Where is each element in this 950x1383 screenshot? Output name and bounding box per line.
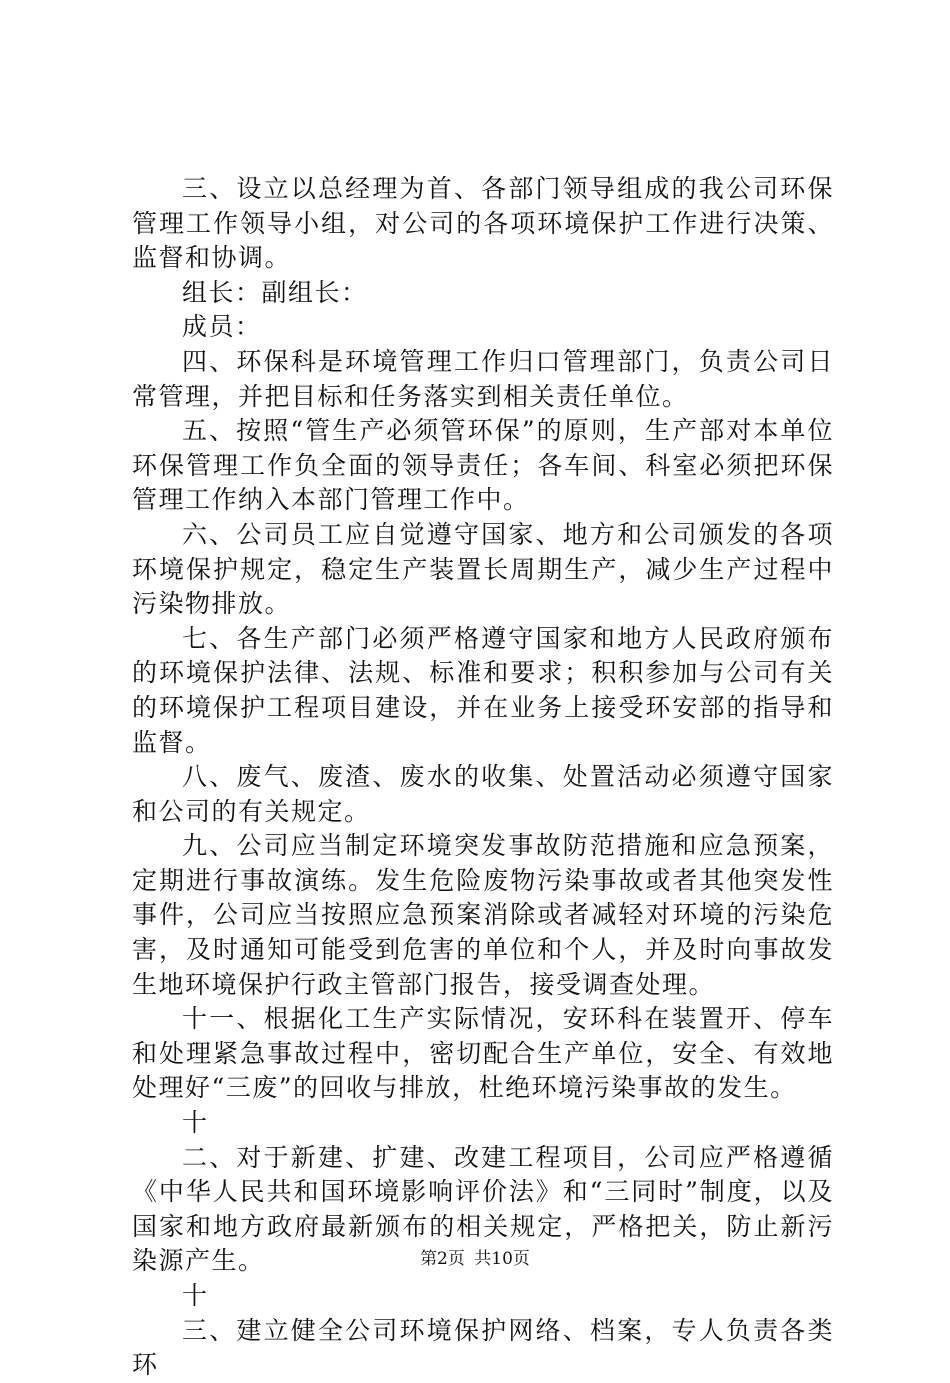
paragraph: 八、废气、废渣、废水的收集、处置活动必须遵守国家和公司的有关规定。 xyxy=(132,762,834,826)
document-body xyxy=(132,172,834,1383)
paragraph: 十 xyxy=(182,1108,209,1138)
paragraph: 二、对于新建、扩建、改建工程项目，公司应严格遵循《中华人民共和国环境影响评价法》和“三同时”制度，以及国家和地方政府最新颁布的相关规定，严格把关，防止新污染源产生。 xyxy=(132,1142,834,1276)
page-total: 共10页 xyxy=(474,1249,530,1269)
paragraph: 三、建立健全公司环境保护网络、档案，专人负责各类环 xyxy=(132,1315,834,1380)
paragraph: 十一、根据化工生产实际情况，安环科在装置开、停车和处理紧急事故过程中，密切配合生产单位，安全、有效地处理好“三废”的回收与排放，杜绝环境污染事故的发生。 xyxy=(132,1004,834,1103)
paragraph: 九、公司应当制定环境突发事故防范措施和应急预案，定期进行事故演练。发生危险废物污染事故或者其他突发性事件，公司应当按照应急预案消除或者减轻对环境的污染危害，及时通知可能受到危害的单位和个人，并及时向事故发生地环境保护行政主管部门报告，接受调查处理。 xyxy=(132,831,834,999)
paragraph: 七、各生产部门必须严格遵守国家和地方人民政府颁布的环境保护法律、法规、标准和要求；积积参加与公司有关的环境保护工程项目建设，并在业务上接受环安部的指导和监督。 xyxy=(132,623,834,757)
paragraph: 六、公司员工应自觉遵守国家、地方和公司颁发的各项环境保护规定，稳定生产装置长周期生产，减少生产过程中污染物排放。 xyxy=(132,519,834,619)
paragraph: 成员： xyxy=(182,312,262,342)
page-number: 第2页 xyxy=(420,1249,465,1269)
paragraph: 三、设立以总经理为首、各部门领导组成的我公司环保管理工作领导小组，对公司的各项环境保护工作进行决策、监督和协调。 xyxy=(132,174,834,273)
paragraph: 五、按照“管生产必须管环保”的原则，生产部对本单位环保管理工作负全面的领导责任；各车间、科室必须把环保管理工作纳入本部门管理工作中。 xyxy=(132,416,834,515)
paragraph: 十 xyxy=(182,1281,209,1310)
paragraph: 组长：副组长： xyxy=(182,277,368,307)
paragraph: 四、环保科是环境管理工作归口管理部门，负责公司日常管理，并把目标和任务落实到相关责任单位。 xyxy=(132,346,834,411)
page-footer xyxy=(0,1244,950,1269)
